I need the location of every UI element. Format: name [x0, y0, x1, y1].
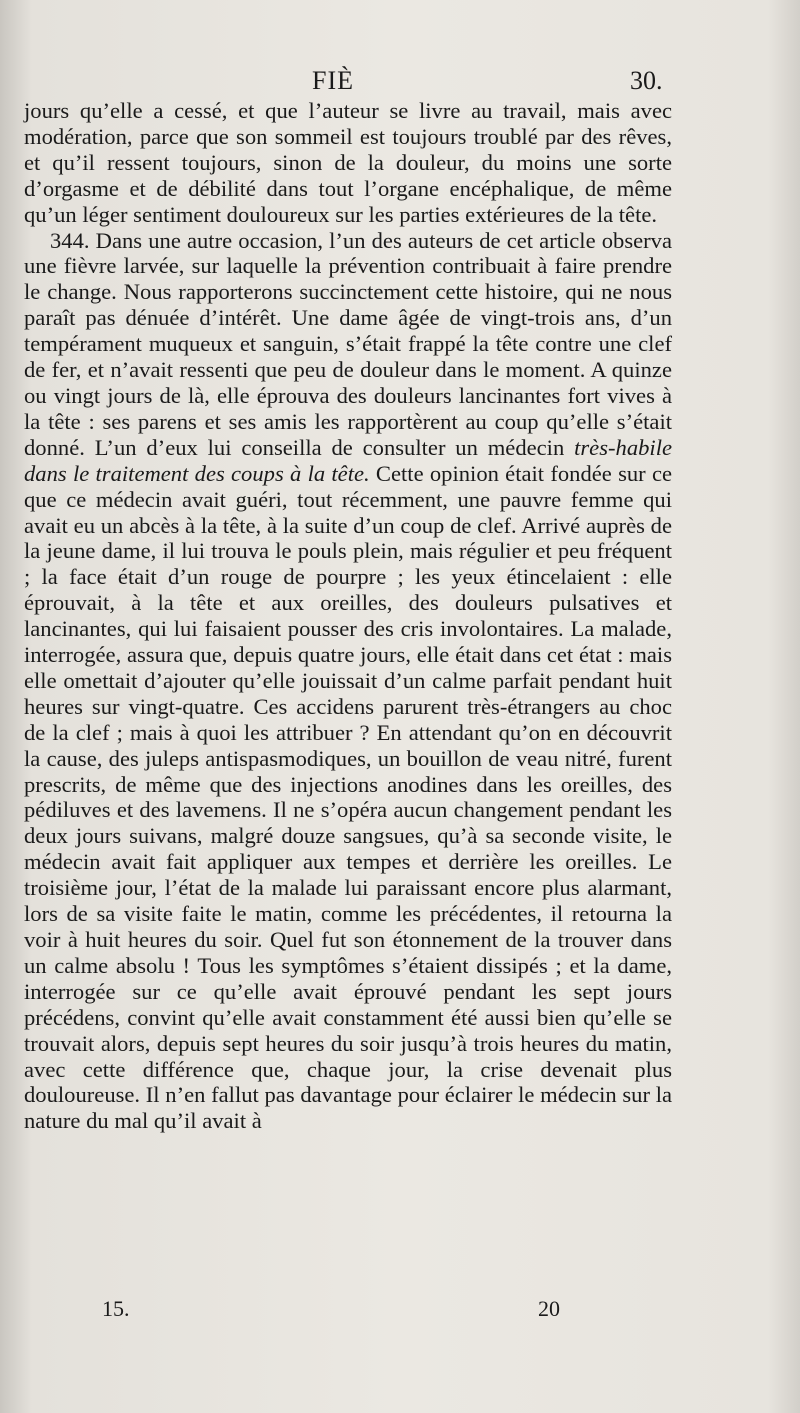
body-text [24, 98, 672, 1134]
sheet-number: 20 [538, 1296, 560, 1321]
signature-mark: 15. [102, 1296, 130, 1321]
paragraph-text-continued: Cette opinion était fondée sur ce que ce médecin avait guéri, tout récemment, une pauvre femme qui avait eu un abcès à la tête, à la suite d’un coup de clef. Arrivé auprès de la jeune dame, il lui trouva le pouls plein, mais régulier et peu fréquent ; la face était d’un rouge de pourpre ; les yeux étincelaient : elle éprouvait, à la tête et aux oreilles, des douleurs pulsatives et lancinantes, qui lui faisaient pousser des cris involontaires. La malade, interrogée, assura que, depuis quatre jours, elle était dans cet état : mais elle omettait d’ajouter qu’elle jouissait d’un calme parfait pendant huit heures sur vingt-quatre. Ces accidens parurent très-étrangers au choc de la clef ; mais à quoi les attribuer ? En attendant qu’on en découvrit la cause, des juleps antispasmodiques, un bouillon de veau nitré, furent prescrits, de même que des injections anodines dans les oreilles, des pédiluves et des lavemens. Il ne s’opéra aucun changement pendant les deux jours suivans, malgré douze sangsues, qu’à sa seconde visite, le médecin avait fait appliquer aux tempes et derrière les oreilles. Le troisième jour, l’état de la malade lui paraissant encore plus alarmant, lors de sa visite faite le matin, comme les précédentes, il retourna la voir à huit heures du soir. Quel fut son étonnement de la trouver dans un calme absolu ! Tous les symptômes s’étaient dissipés ; et la dame, interrogée sur ce qu’elle avait éprouvé pendant les sept jours précédens, convint qu’elle avait constamment été aussi bien qu’elle se trouvait alors, depuis sept heures du soir jusqu’à trois heures du matin, avec cette différence que, chaque jour, la crise devenait plus douloureuse. Il n’en fallut pas davantage pour éclairer le médecin sur la nature du mal qu’il avait à [24, 460, 673, 1134]
paragraph-344 [24, 228, 672, 1135]
page-number: 30. [630, 66, 663, 95]
running-head: FIÈ [312, 66, 354, 95]
page-footer [0, 1296, 800, 1328]
paragraph-continued: jours qu’elle a cessé, et que l’auteur se livre au travail, mais avec modération, parce que son sommeil est toujours troublé par des rêves, et qu’il ressent toujours, sinon de la douleur, du moins une sorte d’orgasme et de débilité dans tout l’organe encéphalique, de même qu’un léger sentiment douloureux sur les parties extérieures de la tête. [24, 98, 672, 227]
page-header [0, 62, 800, 98]
italic-phrase: très-habile dans le traitement des coups à la tête. [24, 434, 672, 486]
paragraph-text: 344. Dans une autre occasion, l’un des auteurs de cet article observa une fièvre larvée, sur laquelle la prévention contribuait à faire prendre le change. Nous rapporterons succinctement cette histoire, qui ne nous paraît pas dénuée d’intérêt. Une dame âgée de vingt-trois ans, d’un tempérament muqueux et sanguin, s’était frappé la tête contre une clef de fer, et n’avait ressenti que peu de douleur dans le moment. A quinze ou vingt jours de là, elle éprouva des douleurs lancinantes fort vives à la tête : ses parens et ses amis les rapportèrent au coup qu’elle s’était donné. L’un d’eux lui conseilla de consulter un médecin [24, 227, 672, 460]
